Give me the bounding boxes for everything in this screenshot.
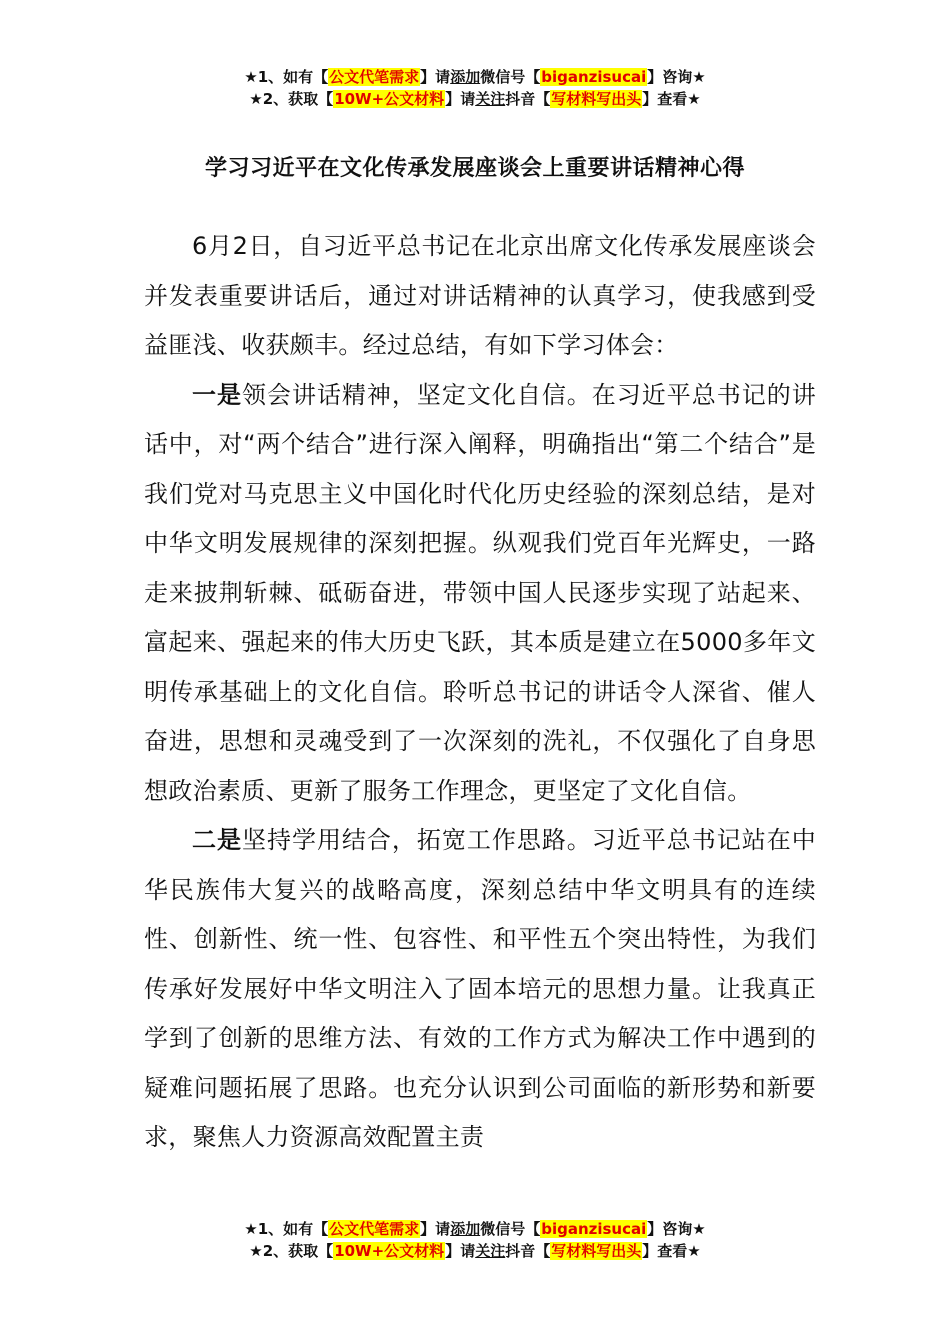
banner-text: 抖音【 <box>505 90 551 108</box>
document-body <box>144 222 816 1163</box>
paragraph-3 <box>144 816 816 1163</box>
banner-text: 】查看★ <box>642 1242 701 1260</box>
paragraph-text: 领会讲话精神，坚定文化自信。在习近平总书记的讲话中，对“两个结合”进行深入阐释，明确指出“第二个结合”是我们党对马克思主义中国化时代化历史经验的深刻总结，是对中华文明发展规律的深刻把握。纵观我们党百年光辉史，一路走来披荆斩棘、砥砺奋进，带领中国人民逐步实现了站起来、富起来、强起来的伟大历史飞跃，其本质是建立在5000多年文明传承基础上的文化自信。聆听总书记的讲话令人深省、催人奋进，思想和灵魂受到了一次深刻的洗礼，不仅强化了自身思想政治素质、更新了服务工作理念，更坚定了文化自信。 <box>144 380 816 805</box>
banner-text: 】咨询★ <box>647 68 706 86</box>
document-title: 学习习近平在文化传承发展座谈会上重要讲话精神心得 <box>204 156 745 181</box>
banner-highlight: 写材料写出头 <box>551 1242 642 1260</box>
banner-highlight: 10W+公文材料 <box>334 1242 445 1260</box>
header-banner <box>0 66 950 110</box>
banner-highlight: 写材料写出头 <box>551 90 642 108</box>
banner-text: ★1、如有【 <box>244 1220 329 1238</box>
banner-highlight: biganzisucai <box>541 68 647 86</box>
banner-text: 】请 <box>420 68 451 86</box>
paragraph-lead: 一是 <box>192 380 242 409</box>
banner-underline-text: 关注 <box>475 1242 506 1260</box>
banner-text: 】请 <box>420 1220 451 1238</box>
banner-text: 微信号【 <box>480 1220 541 1238</box>
banner-text: 】查看★ <box>642 90 701 108</box>
banner-text: ★2、获取【 <box>249 90 334 108</box>
banner-text: 】咨询★ <box>647 1220 706 1238</box>
banner-text: 】请 <box>445 1242 476 1260</box>
banner-underline-text: 添加 <box>450 1220 481 1238</box>
paragraph-2 <box>144 371 816 817</box>
banner-highlight: 公文代笔需求 <box>329 68 420 86</box>
banner-line-1 <box>0 66 950 88</box>
banner-text: 】请 <box>445 90 476 108</box>
paragraph-text: 坚持学用结合，拓宽工作思路。习近平总书记站在中华民族伟大复兴的战略高度，深刻总结中华文明具有的连续性、创新性、统一性、包容性、和平性五个突出特性，为我们传承好发展好中华文明注入了固本培元的思想力量。让我真正学到了创新的思维方法、有效的工作方式为解决工作中遇到的疑难问题拓展了思路。也充分认识到公司面临的新形势和新要求，聚焦人力资源高效配置主责 <box>144 826 816 1151</box>
banner-highlight: biganzisucai <box>541 1220 647 1238</box>
banner-text: ★2、获取【 <box>249 1242 334 1260</box>
banner-line-2 <box>0 1240 950 1262</box>
banner-text: 微信号【 <box>480 68 541 86</box>
paragraph-lead: 二是 <box>192 826 242 854</box>
banner-text: ★1、如有【 <box>244 68 329 86</box>
banner-underline-text: 关注 <box>475 90 506 108</box>
banner-text: 抖音【 <box>505 1242 551 1260</box>
footer-banner <box>0 1218 950 1262</box>
banner-line-2 <box>0 88 950 110</box>
banner-line-1 <box>0 1218 950 1240</box>
banner-highlight: 公文代笔需求 <box>329 1220 420 1238</box>
banner-highlight: 10W+公文材料 <box>334 90 445 108</box>
paragraph-1: 6月2日，自习近平总书记在北京出席文化传承发展座谈会并发表重要讲话后，通过对讲话精神的认真学习，使我感到受益匪浅、收获颇丰。经过总结，有如下学习体会： <box>144 232 816 359</box>
banner-underline-text: 添加 <box>450 68 481 86</box>
